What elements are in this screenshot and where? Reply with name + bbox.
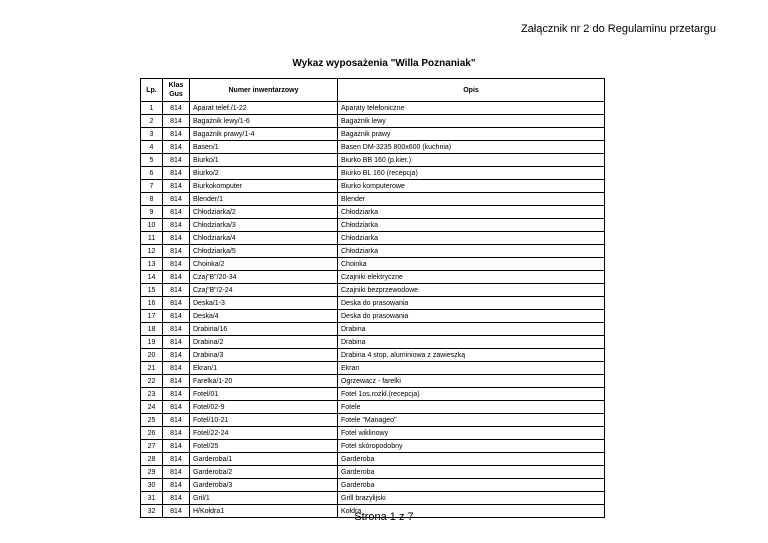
cell-opis: Drabina 4 stop. aluminiowa z zawieszką xyxy=(338,349,605,362)
table-row xyxy=(141,440,605,453)
cell-opis: Bagażnik prawy xyxy=(338,128,605,141)
cell-numer: Garderoba/2 xyxy=(190,466,338,479)
cell-klas: 814 xyxy=(163,440,190,453)
cell-numer: Fotel/22-24 xyxy=(190,427,338,440)
header-lp: Lp. xyxy=(141,79,163,102)
cell-lp: 17 xyxy=(141,310,163,323)
table-row xyxy=(141,206,605,219)
cell-klas: 814 xyxy=(163,362,190,375)
cell-lp: 28 xyxy=(141,453,163,466)
cell-numer: Gril/1 xyxy=(190,492,338,505)
cell-lp: 26 xyxy=(141,427,163,440)
cell-lp: 31 xyxy=(141,492,163,505)
cell-klas: 814 xyxy=(163,232,190,245)
cell-lp: 19 xyxy=(141,336,163,349)
cell-numer: Chłodziarka/5 xyxy=(190,245,338,258)
cell-lp: 9 xyxy=(141,206,163,219)
table-row xyxy=(141,167,605,180)
cell-numer: Fotel/10-21 xyxy=(190,414,338,427)
cell-opis: Czajniki elektryczne xyxy=(338,271,605,284)
cell-klas: 814 xyxy=(163,414,190,427)
cell-opis: Fotel skóropodobny xyxy=(338,440,605,453)
document-title: Wykaz wyposażenia "Willa Poznaniak" xyxy=(292,58,476,69)
cell-opis: Choinka xyxy=(338,258,605,271)
cell-klas: 814 xyxy=(163,310,190,323)
cell-klas: 814 xyxy=(163,492,190,505)
cell-numer: Chłodziarka/2 xyxy=(190,206,338,219)
table-row xyxy=(141,141,605,154)
table-row xyxy=(141,232,605,245)
page-number: Strona 1 z 7 xyxy=(354,511,414,523)
cell-klas: 814 xyxy=(163,128,190,141)
cell-numer: Drabina/3 xyxy=(190,349,338,362)
table-row xyxy=(141,479,605,492)
cell-opis: Chłodziarka xyxy=(338,232,605,245)
cell-opis: Garderoba xyxy=(338,479,605,492)
cell-numer: Biurko/2 xyxy=(190,167,338,180)
cell-lp: 32 xyxy=(141,505,163,518)
cell-numer: Deska/1-3 xyxy=(190,297,338,310)
table-row xyxy=(141,401,605,414)
cell-opis: Drabina xyxy=(338,323,605,336)
cell-lp: 30 xyxy=(141,479,163,492)
cell-opis: Biurko BL 160 (recepcja) xyxy=(338,167,605,180)
cell-numer: Choinka/2 xyxy=(190,258,338,271)
table-row xyxy=(141,284,605,297)
cell-lp: 1 xyxy=(141,102,163,115)
cell-numer: Ekran/1 xyxy=(190,362,338,375)
cell-lp: 7 xyxy=(141,180,163,193)
cell-klas: 814 xyxy=(163,167,190,180)
cell-klas: 814 xyxy=(163,180,190,193)
cell-opis: Kołdra xyxy=(338,505,605,518)
cell-klas: 814 xyxy=(163,206,190,219)
cell-numer: H/Kołdra1 xyxy=(190,505,338,518)
cell-numer: Bagażnik lewy/1-6 xyxy=(190,115,338,128)
cell-numer: Czaj"B"/2-24 xyxy=(190,284,338,297)
table-row xyxy=(141,427,605,440)
cell-opis: Chłodziarka xyxy=(338,219,605,232)
cell-lp: 24 xyxy=(141,401,163,414)
cell-lp: 18 xyxy=(141,323,163,336)
header-opis: Opis xyxy=(338,79,605,102)
cell-klas: 814 xyxy=(163,505,190,518)
cell-lp: 4 xyxy=(141,141,163,154)
cell-opis: Fotele xyxy=(338,401,605,414)
cell-numer: Fotel/25 xyxy=(190,440,338,453)
cell-klas: 814 xyxy=(163,245,190,258)
cell-opis: Drabina xyxy=(338,336,605,349)
cell-opis: Blender xyxy=(338,193,605,206)
cell-numer: Biurko/1 xyxy=(190,154,338,167)
table-row xyxy=(141,297,605,310)
cell-lp: 20 xyxy=(141,349,163,362)
cell-klas: 814 xyxy=(163,297,190,310)
table-row xyxy=(141,180,605,193)
table-row xyxy=(141,154,605,167)
table-row xyxy=(141,362,605,375)
table-row xyxy=(141,258,605,271)
cell-lp: 3 xyxy=(141,128,163,141)
cell-lp: 23 xyxy=(141,388,163,401)
cell-opis: Fotel wiklinowy xyxy=(338,427,605,440)
cell-opis: Ekran xyxy=(338,362,605,375)
cell-numer: Bagażnik prawy/1-4 xyxy=(190,128,338,141)
cell-opis: Czajniki bezprzewodowe xyxy=(338,284,605,297)
table-body xyxy=(141,102,605,518)
cell-opis: Garderoba xyxy=(338,466,605,479)
cell-klas: 814 xyxy=(163,219,190,232)
cell-numer: Chłodziarka/3 xyxy=(190,219,338,232)
table-row xyxy=(141,466,605,479)
cell-opis: Basen DM-3235 800x600 (kuchnia) xyxy=(338,141,605,154)
table-row xyxy=(141,115,605,128)
cell-klas: 814 xyxy=(163,193,190,206)
cell-numer: Garderoba/1 xyxy=(190,453,338,466)
cell-opis: Chłodziarka xyxy=(338,206,605,219)
table-row xyxy=(141,102,605,115)
cell-lp: 13 xyxy=(141,258,163,271)
cell-numer: Chłodziarka/4 xyxy=(190,232,338,245)
cell-numer: Fotel/02-9 xyxy=(190,401,338,414)
cell-numer: Garderoba/3 xyxy=(190,479,338,492)
cell-lp: 6 xyxy=(141,167,163,180)
cell-lp: 25 xyxy=(141,414,163,427)
header-klas xyxy=(163,79,190,102)
cell-lp: 8 xyxy=(141,193,163,206)
cell-klas: 814 xyxy=(163,466,190,479)
cell-lp: 21 xyxy=(141,362,163,375)
cell-opis: Ogrzewacz - farelki xyxy=(338,375,605,388)
cell-klas: 814 xyxy=(163,115,190,128)
cell-numer: Czaj"B"/20-34 xyxy=(190,271,338,284)
cell-klas: 814 xyxy=(163,258,190,271)
cell-opis: Chłodziarka xyxy=(338,245,605,258)
cell-klas: 814 xyxy=(163,336,190,349)
cell-klas: 814 xyxy=(163,479,190,492)
table-row xyxy=(141,310,605,323)
cell-opis: Deska do prasowania xyxy=(338,310,605,323)
table-row xyxy=(141,193,605,206)
cell-lp: 12 xyxy=(141,245,163,258)
cell-klas: 814 xyxy=(163,323,190,336)
cell-opis: Biurko komputerowe xyxy=(338,180,605,193)
table-row xyxy=(141,349,605,362)
cell-klas: 814 xyxy=(163,154,190,167)
table-row xyxy=(141,492,605,505)
cell-numer: Drabina/2 xyxy=(190,336,338,349)
cell-lp: 27 xyxy=(141,440,163,453)
table-row xyxy=(141,219,605,232)
header-klas-line1: Klas xyxy=(168,82,184,89)
cell-klas: 814 xyxy=(163,427,190,440)
table-row xyxy=(141,336,605,349)
cell-lp: 14 xyxy=(141,271,163,284)
cell-opis: Aparaty telefoniczne xyxy=(338,102,605,115)
cell-klas: 814 xyxy=(163,349,190,362)
cell-opis: Deska do prasowania xyxy=(338,297,605,310)
table-row xyxy=(141,388,605,401)
inventory-table xyxy=(140,78,605,518)
cell-klas: 814 xyxy=(163,141,190,154)
cell-opis: Fotele "Manageo" xyxy=(338,414,605,427)
cell-klas: 814 xyxy=(163,102,190,115)
cell-numer: Biurkokomputer xyxy=(190,180,338,193)
cell-klas: 814 xyxy=(163,284,190,297)
cell-numer: Drabina/16 xyxy=(190,323,338,336)
cell-opis: Biurko BB 160 (p.kier.) xyxy=(338,154,605,167)
cell-opis: Grill brazylijski xyxy=(338,492,605,505)
cell-numer: Deska/4 xyxy=(190,310,338,323)
cell-lp: 11 xyxy=(141,232,163,245)
cell-numer: Aparat telef./1-22 xyxy=(190,102,338,115)
table-row xyxy=(141,271,605,284)
cell-opis: Garderoba xyxy=(338,453,605,466)
table-row xyxy=(141,245,605,258)
table-row xyxy=(141,414,605,427)
cell-lp: 10 xyxy=(141,219,163,232)
cell-lp: 29 xyxy=(141,466,163,479)
table-row xyxy=(141,453,605,466)
cell-opis: Bagażnik lewy xyxy=(338,115,605,128)
cell-opis: Fotel 1os.rozkł.(recepcja) xyxy=(338,388,605,401)
cell-lp: 22 xyxy=(141,375,163,388)
table-row xyxy=(141,323,605,336)
cell-klas: 814 xyxy=(163,375,190,388)
table-row xyxy=(141,128,605,141)
table-row xyxy=(141,375,605,388)
cell-lp: 16 xyxy=(141,297,163,310)
cell-klas: 814 xyxy=(163,388,190,401)
cell-numer: Blender/1 xyxy=(190,193,338,206)
table-header-row xyxy=(141,79,605,102)
header-klas-line2: Gus xyxy=(169,91,183,98)
cell-numer: Farelka/1-20 xyxy=(190,375,338,388)
cell-lp: 2 xyxy=(141,115,163,128)
cell-numer: Basen/1 xyxy=(190,141,338,154)
cell-klas: 814 xyxy=(163,401,190,414)
header-numer: Numer inwentarzowy xyxy=(190,79,338,102)
cell-klas: 814 xyxy=(163,271,190,284)
cell-lp: 15 xyxy=(141,284,163,297)
cell-klas: 814 xyxy=(163,453,190,466)
cell-numer: Fotel/01 xyxy=(190,388,338,401)
cell-lp: 5 xyxy=(141,154,163,167)
header-note: Załącznik nr 2 do Regulaminu przetargu xyxy=(520,23,716,35)
